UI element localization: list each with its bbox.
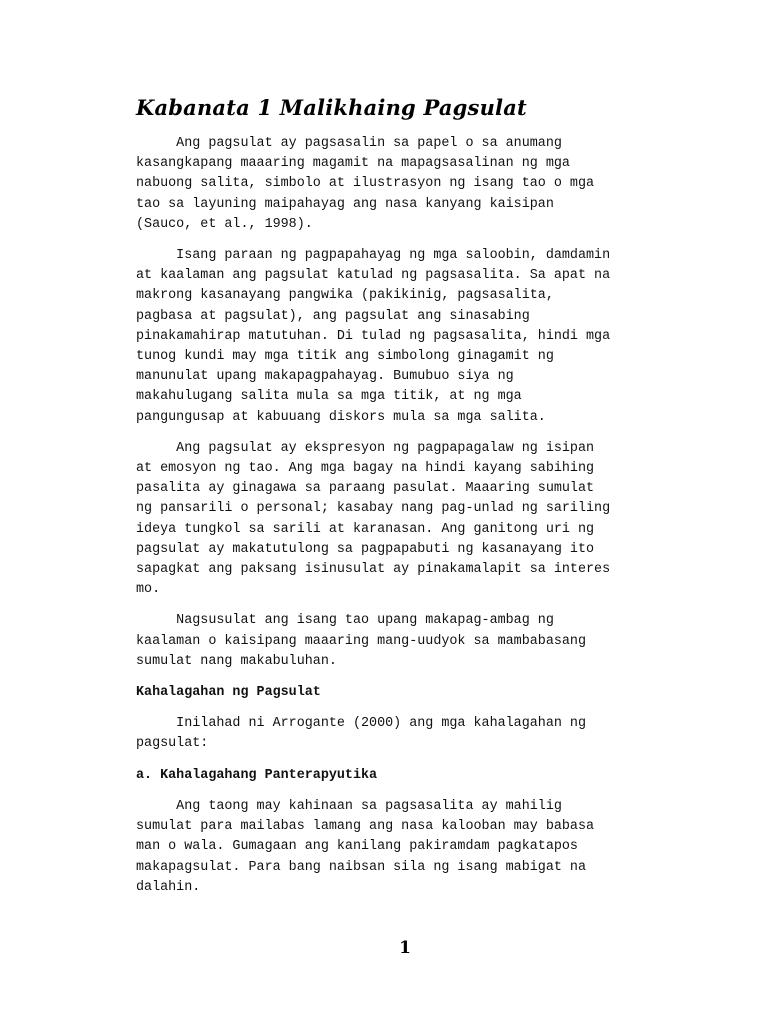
text-line: makrong kasanayang pangwika (pakikinig, pagsasalita, (136, 288, 554, 304)
text-line: at kaalaman ang pagsulat katulad ng pagsasalita. Sa apat na (136, 268, 611, 284)
text-line: pangungusap at kabuuang diskors mula sa mga salita. (136, 409, 546, 425)
text-line: Kahalagahan ng Pagsulat (136, 685, 321, 701)
text-line: Ang taong may kahinaan sa pagsasalita ay mahilig (136, 798, 562, 814)
text-line: makahulugang salita mula sa mga titik, at ng mga (136, 389, 522, 405)
text-line: tao sa layuning maipahayag ang nasa kanyang kaisipan (136, 196, 554, 212)
text-line: ng pansarili o personal; kasabay nang pag-unlad ng sariling (136, 501, 611, 517)
text-line: nabuong salita, simbolo at ilustrasyon ng isang tao o mga (136, 176, 595, 192)
text-line: tunog kundi may mga titik ang simbolong ginagamit ng (136, 349, 554, 365)
text-line: Inilahad ni Arrogante (2000) ang mga kahalagahan ng (136, 716, 586, 732)
text-line: pagsulat: (136, 736, 209, 752)
text-line: Ang pagsulat ay pagsasalin sa papel o sa anumang (136, 136, 562, 151)
text-line: mo. (136, 582, 161, 598)
text-line: kasangkapang maaaring magamit na mapagsasalinan ng mga (136, 156, 570, 172)
text-line: pinakamahirap matutuhan. Di tulad ng pagsasalita, hindi mga (136, 328, 611, 344)
document-body (136, 134, 676, 909)
text-line: dalahin. (136, 879, 201, 895)
text-line: manunulat upang makapagpahayag. Bumubuo siya ng (136, 369, 514, 385)
section-heading (136, 683, 676, 703)
text-line: Nagsusulat ang isang tao upang makapag-ambag ng (136, 613, 554, 629)
body-paragraph (136, 439, 676, 601)
text-line: man o wala. Gumagaan ang kanilang pakiramdam pagkatapos (136, 839, 578, 855)
text-line: ideya tungkol sa sarili at karanasan. Ang ganitong uri ng (136, 521, 595, 537)
body-paragraph (136, 134, 676, 235)
body-paragraph (136, 714, 676, 754)
text-line: pasalita ay ginagawa sa paraang pasulat. Maaaring sumulat (136, 481, 595, 497)
text-line: Isang paraan ng pagpapahayag ng mga saloobin, damdamin (136, 248, 611, 264)
text-line: pagbasa at pagsulat), ang pagsulat ang sinasabing (136, 308, 530, 324)
text-line: sapagkat ang paksang isinusulat ay pinakamalapit sa interes (136, 562, 611, 578)
text-line: a. Kahalagahang Panterapyutika (136, 767, 378, 783)
text-line: pagsulat ay makatutulong sa pagpapabuti ng kasanayang ito (136, 541, 595, 557)
body-paragraph (136, 797, 676, 898)
text-line: (Sauco, et al., 1998). (136, 216, 313, 232)
chapter-title: Kabanata 1 Malikhaing Pagsulat (136, 95, 527, 120)
text-line: sumulat nang makabuluhan. (136, 653, 337, 669)
section-heading (136, 766, 676, 786)
text-line: kaalaman o kaisipang maaaring mang-uudyok sa mambabasang (136, 633, 586, 649)
page-number: 1 (399, 938, 411, 958)
body-paragraph (136, 611, 676, 672)
text-line: Ang pagsulat ay ekspresyon ng pagpapagalaw ng isipan (136, 440, 595, 456)
text-line: at emosyon ng tao. Ang mga bagay na hindi kayang sabihing (136, 461, 595, 477)
text-line: sumulat para mailabas lamang ang nasa kalooban may babasa (136, 819, 595, 835)
text-line: makapagsulat. Para bang naibsan sila ng isang mabigat na (136, 859, 586, 875)
body-paragraph (136, 246, 676, 428)
